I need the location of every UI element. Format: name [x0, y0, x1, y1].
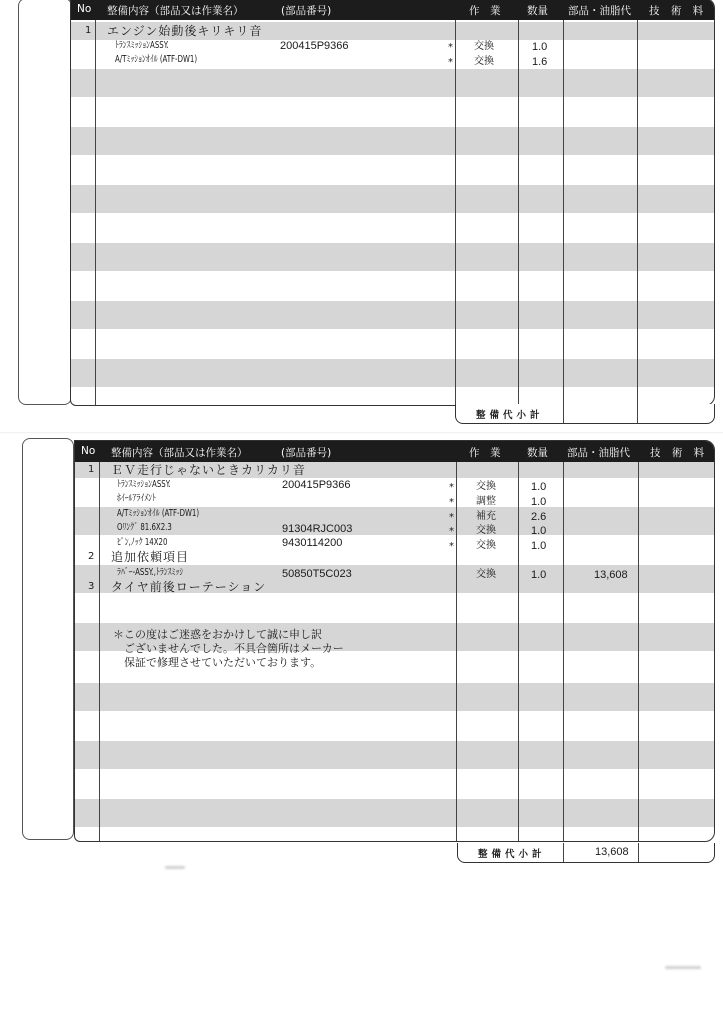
subtotal-row-top [455, 404, 715, 424]
subtotal-parts: 13,608 [595, 846, 629, 858]
col-labor-cost: 技 術 料 [650, 447, 709, 459]
row-title: 追加依頼項目 [111, 550, 190, 564]
mark: * [449, 526, 454, 537]
left-tab-box-bottom [22, 438, 74, 840]
row-no: 2 [88, 551, 95, 562]
col-quantity: 数量 [527, 5, 548, 17]
mark: * [448, 42, 453, 53]
col-part-number: (部品番号) [281, 447, 332, 459]
part-number: 91304RJC003 [282, 523, 353, 535]
work: 交換 [476, 540, 496, 551]
row-title: ＥＶ走行じゃないときカリカリ音 [111, 463, 306, 477]
col-work: 作 業 [469, 5, 501, 17]
part-number: 50850T5C023 [282, 568, 352, 580]
row-no: 3 [88, 581, 95, 592]
mark: * [449, 541, 454, 552]
repair-table-top [70, 0, 715, 406]
quantity: 1.0 [531, 569, 547, 581]
mark: * [449, 512, 454, 523]
work: 交換 [476, 569, 496, 580]
col-no: No [81, 445, 96, 457]
mark: * [448, 57, 453, 68]
part-name: A/Tﾐｯｼｮﾝｵｲﾙ (ATF-DW1) [117, 508, 200, 519]
work: 交換 [474, 56, 494, 67]
part-number: 200415P9366 [280, 40, 349, 52]
quantity: 1.0 [531, 525, 547, 537]
subtotal-label: 整備代小計 [478, 849, 546, 860]
col-quantity: 数量 [527, 447, 548, 459]
quantity: 1.0 [531, 496, 547, 508]
quantity: 1.6 [532, 56, 548, 68]
table-header [71, 0, 714, 20]
parts-cost: 13,608 [594, 569, 628, 581]
left-tab-box-top [18, 0, 72, 405]
row-no: 1 [88, 464, 95, 475]
work: 交換 [476, 525, 496, 536]
work: 調整 [476, 496, 496, 507]
col-parts-cost: 部品・油脂代 [568, 5, 631, 17]
part-number: 9430114200 [282, 537, 343, 549]
col-no: No [77, 3, 92, 15]
work: 交換 [476, 481, 496, 492]
part-name: ﾗﾊﾞｰ-ASSY.,ﾄﾗﾝｽﾐｯｼ [117, 567, 184, 578]
quantity: 1.0 [531, 540, 547, 552]
part-name: ﾄﾗﾝｽﾐｯｼｮﾝASSY. [117, 479, 171, 490]
quantity: 2.6 [531, 511, 547, 523]
mark: * [449, 497, 454, 508]
part-name: A/Tﾐｯｼｮﾝｵｲﾙ (ATF-DW1) [115, 54, 198, 65]
note-line: ございませんでした。不具合箇所はメーカー [113, 642, 344, 655]
quantity: 1.0 [532, 41, 548, 53]
col-part-number: (部品番号) [281, 5, 332, 17]
col-parts-cost: 部品・油脂代 [567, 447, 630, 459]
note-line: ＊この度はご迷惑をおかけして誠に申し訳 [113, 628, 322, 641]
quantity: 1.0 [531, 481, 547, 493]
col-work: 作 業 [469, 447, 501, 459]
repair-table-bottom [74, 440, 715, 842]
note-line: 保証で修理させていただいております。 [113, 656, 322, 669]
col-labor-cost: 技 術 料 [649, 5, 708, 17]
part-name: ﾄﾗﾝｽﾐｯｼｮﾝASSY. [115, 40, 169, 51]
subtotal-row-bottom [457, 843, 715, 863]
mark: * [449, 482, 454, 493]
part-name: ﾋﾟﾝ,ﾉｯｸ 14X20 [117, 537, 168, 548]
row-title: タイヤ前後ローテーション [111, 580, 267, 594]
table-header [75, 441, 714, 462]
subtotal-label: 整備代小計 [476, 410, 544, 421]
work: 補充 [476, 511, 496, 522]
col-description: 整備内容（部品又は作業名） [107, 5, 244, 17]
row-title: エンジン始動後キリキリ音 [107, 24, 263, 38]
col-description: 整備内容（部品又は作業名） [111, 447, 248, 459]
work: 交換 [474, 41, 494, 52]
part-name: Oﾘﾝｸﾞ 81.6X2.3 [117, 522, 172, 533]
part-number: 200415P9366 [282, 479, 351, 491]
row-no: 1 [85, 25, 92, 36]
part-name: ﾎｲｰﾙｱﾗｲﾒﾝﾄ [117, 493, 156, 504]
